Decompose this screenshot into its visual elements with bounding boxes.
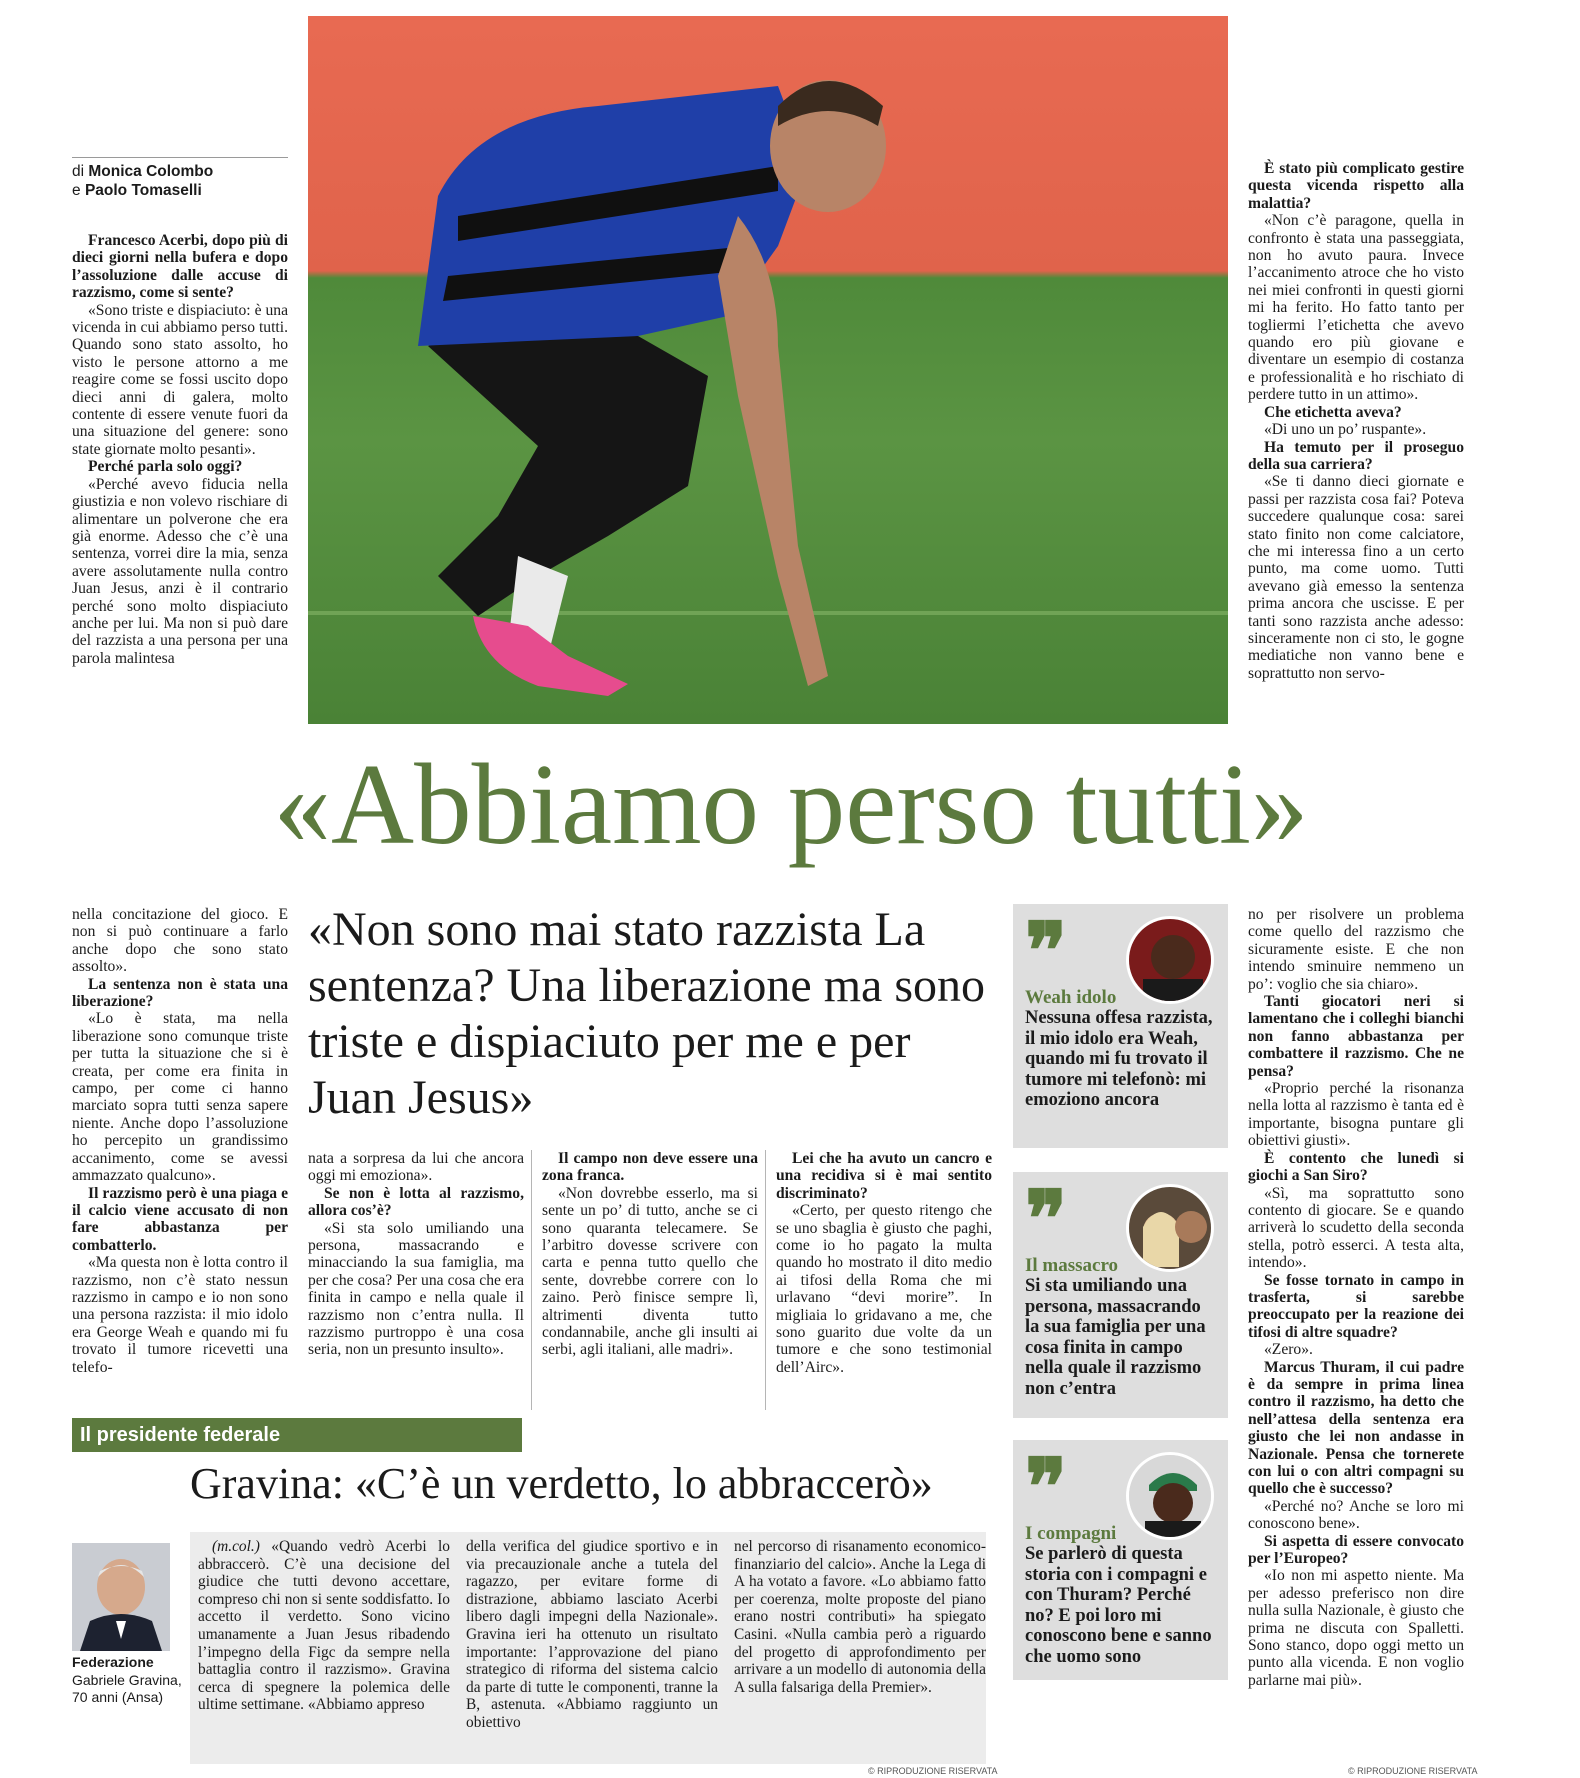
- section-banner: Il presidente federale: [72, 1418, 522, 1452]
- interview-answer: «Non dovrebbe esserlo, ma si sente un po’ di tutto, anche se ci sono quaranta telecamere. Se l’arbitro dovesse scrivere con carta e penna tutto quello che sente, dovrebbe correre con lo zaino. Però finisce sempre lì, altrimenti diventa tutto condannabile, anche gli insulti ai serbi, agli italiani, alle madri».: [542, 1184, 758, 1359]
- interview-question: Ha temuto per il proseguo della sua carriera?: [1248, 438, 1464, 473]
- sidebar-quote-weah: [1013, 904, 1228, 1148]
- author-name: Paolo Tomaselli: [84, 182, 202, 199]
- sidebar-tag: Il massacro: [1025, 1255, 1119, 1276]
- interview-answer: «Sono triste e dispiaciuto: è una vicenda in cui abbiamo perso tutti. Quando sono stato assolto, ho visto le persone attorno a me reagire come se fossi uscito dopo dieci anni di galera, molto contente di essere venute fuori da una situazione del genere: sono state giornate molto pesanti».: [72, 301, 288, 458]
- interview-question: Il campo non deve essere una zona franca.: [542, 1150, 758, 1185]
- column-divider: [765, 1150, 766, 1410]
- gravina-title: Gravina: «C’è un verdetto, lo abbraccerò»: [190, 1459, 933, 1508]
- interview-answer: «Proprio perché la risonanza nella lotta al razzismo è tanta ed è importante, bisogna puntare gli obiettivi giusti».: [1248, 1080, 1464, 1150]
- interview-question: Se fosse tornato in campo in trasferta, si sarebbe preoccupato per la reazione dei tifosi di altre squadre?: [1248, 1271, 1464, 1341]
- interview-question: Marcus Thuram, il cui padre è da sempre in prima linea contro il razzismo, ha detto che nell’attesa della sentenza era giusto che lei non andasse in Nazionale. Pensa che tornerete con lui o con altri compagni su quello che è successo?: [1248, 1358, 1464, 1498]
- article-column-right-bottom: [1248, 906, 1464, 1689]
- avatar-weah: [1126, 916, 1214, 1004]
- interview-answer: «Lo è stata, ma nella liberazione sono comunque triste per tutta la situazione che si è creata, per come era finita in campo, per come ci hanno marciato sopra tutti senza sapere niente. Anche dopo l’assoluzione ho percepito un grandissimo accanimento, come se avessi ammazzato qualcuno».: [72, 1010, 288, 1185]
- footballer-photo-illustration: [308, 16, 1228, 724]
- caption-title: Federazione: [72, 1654, 154, 1670]
- gravina-text: nel percorso di risanamento economico-finanziario del calcio». Anche la Lega di A ha votato a favore. «Lo abbiamo fatto per coerenza, molte proposte del piano erano nostri contributi» ha spiegato Casini. «Nulla cambia però a riguardo del progetto di approfondimento per arrivare a un modello di autonomia della A sulla falsariga della Premier».: [734, 1538, 986, 1696]
- sidebar-tag: Weah idolo: [1025, 987, 1117, 1008]
- interview-answer: «Perché no? Anche se loro mi conoscono bene».: [1248, 1497, 1464, 1533]
- article-column-right-top: [1248, 160, 1464, 682]
- byline-prefix: di: [72, 163, 85, 180]
- column-divider: [531, 1150, 532, 1410]
- article-column-2: [308, 1150, 524, 1359]
- interview-answer: no per risolvere un problema come quello del razzismo che sicuramente esiste. E che non intendo sminuire nemmeno un po’: voglio che sia chiaro».: [1248, 906, 1464, 993]
- sidebar-quote-massacro: [1013, 1172, 1228, 1418]
- sidebar-text: Si sta umiliando una persona, massacrando la sua famiglia per una cosa finita in campo nella quale il razzismo non c’entra: [1025, 1276, 1206, 1399]
- interview-answer: «Certo, per questo ritengo che se uno sbaglia è giusto che paghi, come io ho pagato la multa quando ho mostrato il dito medio ai tifosi della Roma che mi urlavano “devi morire”. In migliaia lo gridavano a me, che sono guarito due volte da un tumore e che sono testimonial dell’Airc».: [776, 1202, 992, 1376]
- interview-answer: nella concitazione del gioco. E non si può continuare a farlo anche dopo che sono stato assolto».: [72, 906, 288, 976]
- interview-answer: «Di uno un po’ ruspante».: [1264, 421, 1427, 439]
- photo-caption: [72, 1654, 182, 1707]
- interview-answer: «Si sta solo umiliando una persona, massacrando e minacciando la sua famiglia, ma per che cosa? Per una cosa che era finita in campo e nella quale il razzismo non c’entra nulla. Il razzismo purtroppo è una cosa seria, non un presunto insulto».: [308, 1219, 524, 1359]
- quote-mark-icon: ❞: [1025, 908, 1067, 995]
- interview-question: Perché parla solo oggi?: [88, 458, 243, 476]
- byline-prefix: e: [72, 182, 81, 199]
- sidebar-tag: I compagni: [1025, 1523, 1117, 1544]
- copyright-note: © RIPRODUZIONE RISERVATA: [868, 1766, 998, 1776]
- interview-answer: «Zero».: [1264, 1341, 1313, 1359]
- copyright-note: © RIPRODUZIONE RISERVATA: [1348, 1766, 1478, 1776]
- author-initials: (m.col.): [212, 1538, 260, 1555]
- sidebar-text: Nessuna offesa razzista, il mio idolo era Weah, quando mi fu trovato il tumore mi telefonò: mi emoziono ancora: [1025, 1008, 1213, 1110]
- gravina-text: della verifica del giudice sportivo e in via precauzionale anche a tutela del ragazzo, per evitare forme di distrazione, abbiamo lasciato Acerbi libero dagli impegni della Nazionale». Gravina ieri ha ottenuto un risultato importante: l’approvazione del piano strategico di riforma del sistema calcio da parte di tutte le componenti, tranne la B, astenuta. «Abbiamo raggiunto un obiettivo: [466, 1538, 718, 1731]
- caption-text: Gabriele Gravina, 70 anni (Ansa): [72, 1671, 182, 1705]
- sidebar-text: Se parlerò di questa storia con i compagni e con Thuram? Perché no? E poi loro mi conoscono bene e sanno che uomo sono: [1025, 1544, 1212, 1667]
- gravina-text: «Quando vedrò Acerbi lo abbraccerò. C’è una decisione del giudice che tutti devono accettare, compreso chi non si sente soddisfatto. Io accetto il verdetto. Sono vicino umanamente a Juan Jesus ribadendo l’impegno della Figc da sempre nella battaglia contro il razzismo». Gravina cerca di spegnere la polemica delle ultime settimane. «Abbiamo appreso: [198, 1538, 450, 1714]
- subheadline: «Non sono mai stato razzista La sentenza? Una liberazione ma sono triste e dispiaciuto per me e per Juan Jesus»: [308, 903, 986, 1124]
- interview-answer: «Non c’è paragone, quella in confronto è stata una passeggiata, non ho avuto paura. Invece l’accanimento atroce che ho visto nei miei confronti in questi giorni mi ha ferito. Ho fatto tanto per togliermi l’etichetta che avevo quando ero più giovane e diventare un esempio di costanza e professionalità e ho rischiato di perdere tutto in un attimo».: [1248, 212, 1464, 404]
- interview-answer: «Perché avevo fiducia nella giustizia e non volevo rischiare di alimentare un polverone che era già enorme. Adesso che c’è una sentenza, vorrei dire la mia, senza avere assolutamente nulla contro Juan Jesus, anzi è il contrario perché sono molto dispiaciuto anche per lui. Ma non si può dare del razzista a una persona per una parola malintesa: [72, 475, 288, 667]
- interview-question: Il razzismo però è una piaga e il calcio viene accusato di non fare abbastanza per combatterlo.: [72, 1184, 288, 1254]
- gravina-column-2: [466, 1538, 718, 1732]
- gravina-column-1: [198, 1538, 450, 1714]
- avatar-thuram: [1126, 1452, 1214, 1540]
- article-column-4: [776, 1150, 992, 1376]
- interview-question: Tanti giocatori neri si lamentano che i colleghi bianchi non fanno abbastanza per combattere il razzismo. Che ne pensa?: [1248, 993, 1464, 1080]
- interview-question: Che etichetta aveva?: [1264, 403, 1402, 421]
- interview-question: È contento che lunedì si giochi a San Siro?: [1248, 1149, 1464, 1185]
- headline: «Abbiamo perso tutti»: [273, 741, 1309, 868]
- interview-question: Lei che ha avuto un cancro e una recidiva si è mai sentito discriminato?: [776, 1150, 992, 1202]
- quote-mark-icon: ❞: [1025, 1176, 1067, 1263]
- interview-question: Francesco Acerbi, dopo più di dieci giorni nella bufera e dopo l’assoluzione dalle accuse di razzismo, come si sente?: [72, 232, 288, 302]
- interview-question: È stato più complicato gestire questa vicenda rispetto alla malattia?: [1248, 160, 1464, 212]
- author-name: Monica Colombo: [88, 163, 214, 180]
- interview-answer: «Se ti danno dieci giornate e passi per razzista cosa fai? Poteva succedere qualunque cosa: sarei stato finito non come calciatore, che mi interessa fino a un certo punto, ma come uomo. Tutti avevano già emesso la sentenza prima ancora che uscisse. E per tanti sono razzista anche adesso: sinceramente non ci sto, le gogne mediatiche non vanno bene e soprattutto non servo-: [1248, 473, 1464, 682]
- interview-answer: «Io non mi aspetto niente. Ma per adesso preferisco non dire nulla sulla Nazionale, è giusto che prima ne discuta con Spalletti. Sono stanco, dopo oggi metto un punto alla vicenda. E non voglio parlarne mai più».: [1248, 1567, 1464, 1689]
- gravina-column-3: [734, 1538, 986, 1696]
- interview-question: La sentenza non è stata una liberazione?: [72, 975, 288, 1011]
- article-column-1-bottom: [72, 906, 288, 1376]
- quote-mark-icon: ❞: [1025, 1444, 1067, 1531]
- interview-answer: «Sì, ma soprattutto sono contento di giocare. Se e quando arriverà lo scudetto della seconda stella, potrò esserci. A testa alta, intendo».: [1248, 1184, 1464, 1272]
- article-column-3: [542, 1150, 758, 1359]
- interview-answer: «Ma questa non è lotta contro il razzismo, non c’è stato nessun razzismo in campo e io non sono una persona razzista: il mio idolo era George Weah e quando mi fu trovato il tumore ricevetti una telefo-: [72, 1254, 288, 1376]
- article-column-1-top: [72, 232, 288, 667]
- avatar-couple: [1126, 1184, 1214, 1272]
- interview-question: Si aspetta di essere convocato per l’Europeo?: [1248, 1532, 1464, 1568]
- sidebar-quote-compagni: [1013, 1440, 1228, 1680]
- byline: [72, 157, 288, 200]
- main-photo: [308, 16, 1228, 724]
- interview-answer: nata a sorpresa da lui che ancora oggi mi emoziona».: [308, 1150, 524, 1185]
- gravina-portrait: [72, 1543, 170, 1651]
- interview-question: Se non è lotta al razzismo, allora cos’è?: [308, 1184, 524, 1220]
